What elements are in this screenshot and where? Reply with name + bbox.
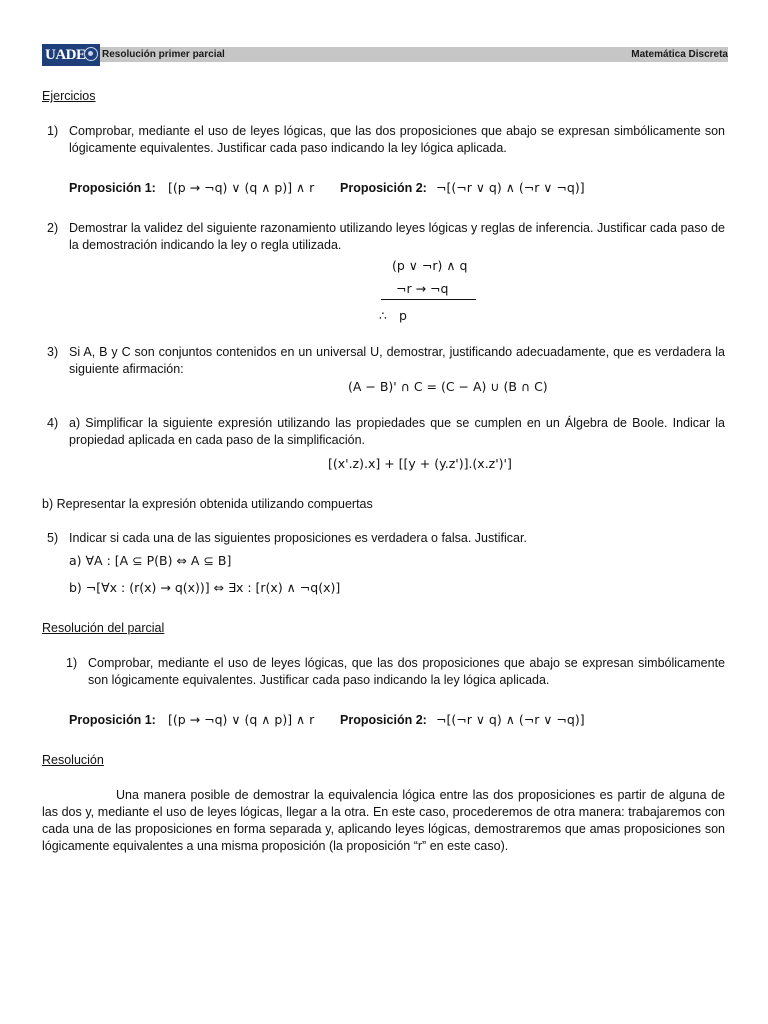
ex2-premise2: ¬r → ¬q — [396, 281, 449, 296]
uade-logo — [42, 44, 100, 66]
ex4-part-b: b) Representar la expresión obtenida utilizando compuertas — [42, 497, 373, 511]
ex1-prop1-formula: [(p → ¬q) ∨ (q ∧ p)] ∧ r — [168, 180, 315, 195]
res1-prop1-formula: [(p → ¬q) ∨ (q ∧ p)] ∧ r — [168, 712, 315, 727]
inference-line — [381, 299, 476, 300]
logo-text: UADE — [45, 47, 86, 63]
seal-icon — [84, 47, 98, 61]
ex2-text: Demostrar la validez del siguiente razonamiento utilizando leyes lógicas y reglas de inferencia. Justificar cada paso de la demostración indicando la ley o regla utilizada. — [69, 221, 725, 252]
ex1-number: 1) — [47, 124, 59, 138]
ex1-prop1-label: Proposición 1: — [69, 181, 156, 195]
res1-prop2-label: Proposición 2: — [340, 713, 427, 727]
header-right-title: Matemática Discreta — [631, 49, 728, 60]
res1-text: Comprobar, mediante el uso de leyes lógicas, que las dos proposiciones que abajo se expresan simbólicamente son lógicamente equivalentes. Justificar cada paso indicando la ley lógica aplicada. — [88, 656, 725, 687]
ex3-formula: (A − B)' ∩ C = (C − A) ∪ (B ∩ C) — [348, 379, 548, 394]
res1-prop1-label: Proposición 1: — [69, 713, 156, 727]
ex4-formula: [(x'.z).x] + [[y + (y.z')].(x.z')'] — [328, 456, 512, 471]
ex1-prop2-formula: ¬[(¬r ∨ q) ∧ (¬r ∨ ¬q)] — [436, 180, 585, 195]
ex1-prop2-label: Proposición 2: — [340, 181, 427, 195]
ex5-number: 5) — [47, 531, 59, 545]
resolucion-paragraph: Una manera posible de demostrar la equivalencia lógica entre las dos proposiciones es partir de alguna de las dos y, mediante el uso de leyes lógicas, llegar a la otra. En este caso, procederemos de otra manera: trabajaremos con cada una de las proposiciones en forma separada y, aplicando leyes lógicas, demostraremos que amas proposiciones son lógicamente equivalentes a una misma proposición (la proposición “r” en este caso). — [42, 788, 725, 853]
ex2-number: 2) — [47, 221, 59, 235]
ex5-text: Indicar si cada una de las siguientes proposiciones es verdadera o falsa. Justificar. — [69, 531, 527, 545]
ex4-number: 4) — [47, 416, 59, 430]
ex5-item-a: a) ∀A : [A ⊆ P(B) ⇔ A ⊆ B] — [69, 553, 232, 568]
ex4-text: a) Simplificar la siguiente expresión utilizando las propiedades que se cumplen en un Álgebra de Boole. Indicar la propiedad aplicada en cada paso de la simplificación. — [69, 416, 725, 447]
ex3-text: Si A, B y C son conjuntos contenidos en un universal U, demostrar, justificando adecuadamente, que es verdadera la siguiente afirmación: — [69, 345, 725, 376]
header-left-title: Resolución primer parcial — [102, 49, 225, 60]
page-header — [42, 44, 728, 66]
ex5-item-b: b) ¬[∀x : (r(x) → q(x))] ⇔ ∃x : [r(x) ∧ ¬q(x)] — [69, 580, 341, 595]
ejercicios-heading: Ejercicios — [42, 89, 96, 103]
ex3-number: 3) — [47, 345, 59, 359]
header-bar — [100, 47, 728, 62]
resolucion-parcial-heading: Resolución del parcial — [42, 621, 165, 635]
res1-prop2-formula: ¬[(¬r ∨ q) ∧ (¬r ∨ ¬q)] — [436, 712, 585, 727]
ex2-therefore: ∴ — [379, 308, 387, 323]
ex1-text: Comprobar, mediante el uso de leyes lógicas, que las dos proposiciones que abajo se expresan simbólicamente son lógicamente equivalentes. Justificar cada paso indicando la ley lógica aplicada. — [69, 124, 725, 155]
ex2-premise1: (p ∨ ¬r) ∧ q — [392, 258, 468, 273]
ex2-conclusion: p — [399, 308, 407, 323]
res1-number: 1) — [66, 656, 78, 670]
resolucion-heading: Resolución — [42, 753, 104, 767]
